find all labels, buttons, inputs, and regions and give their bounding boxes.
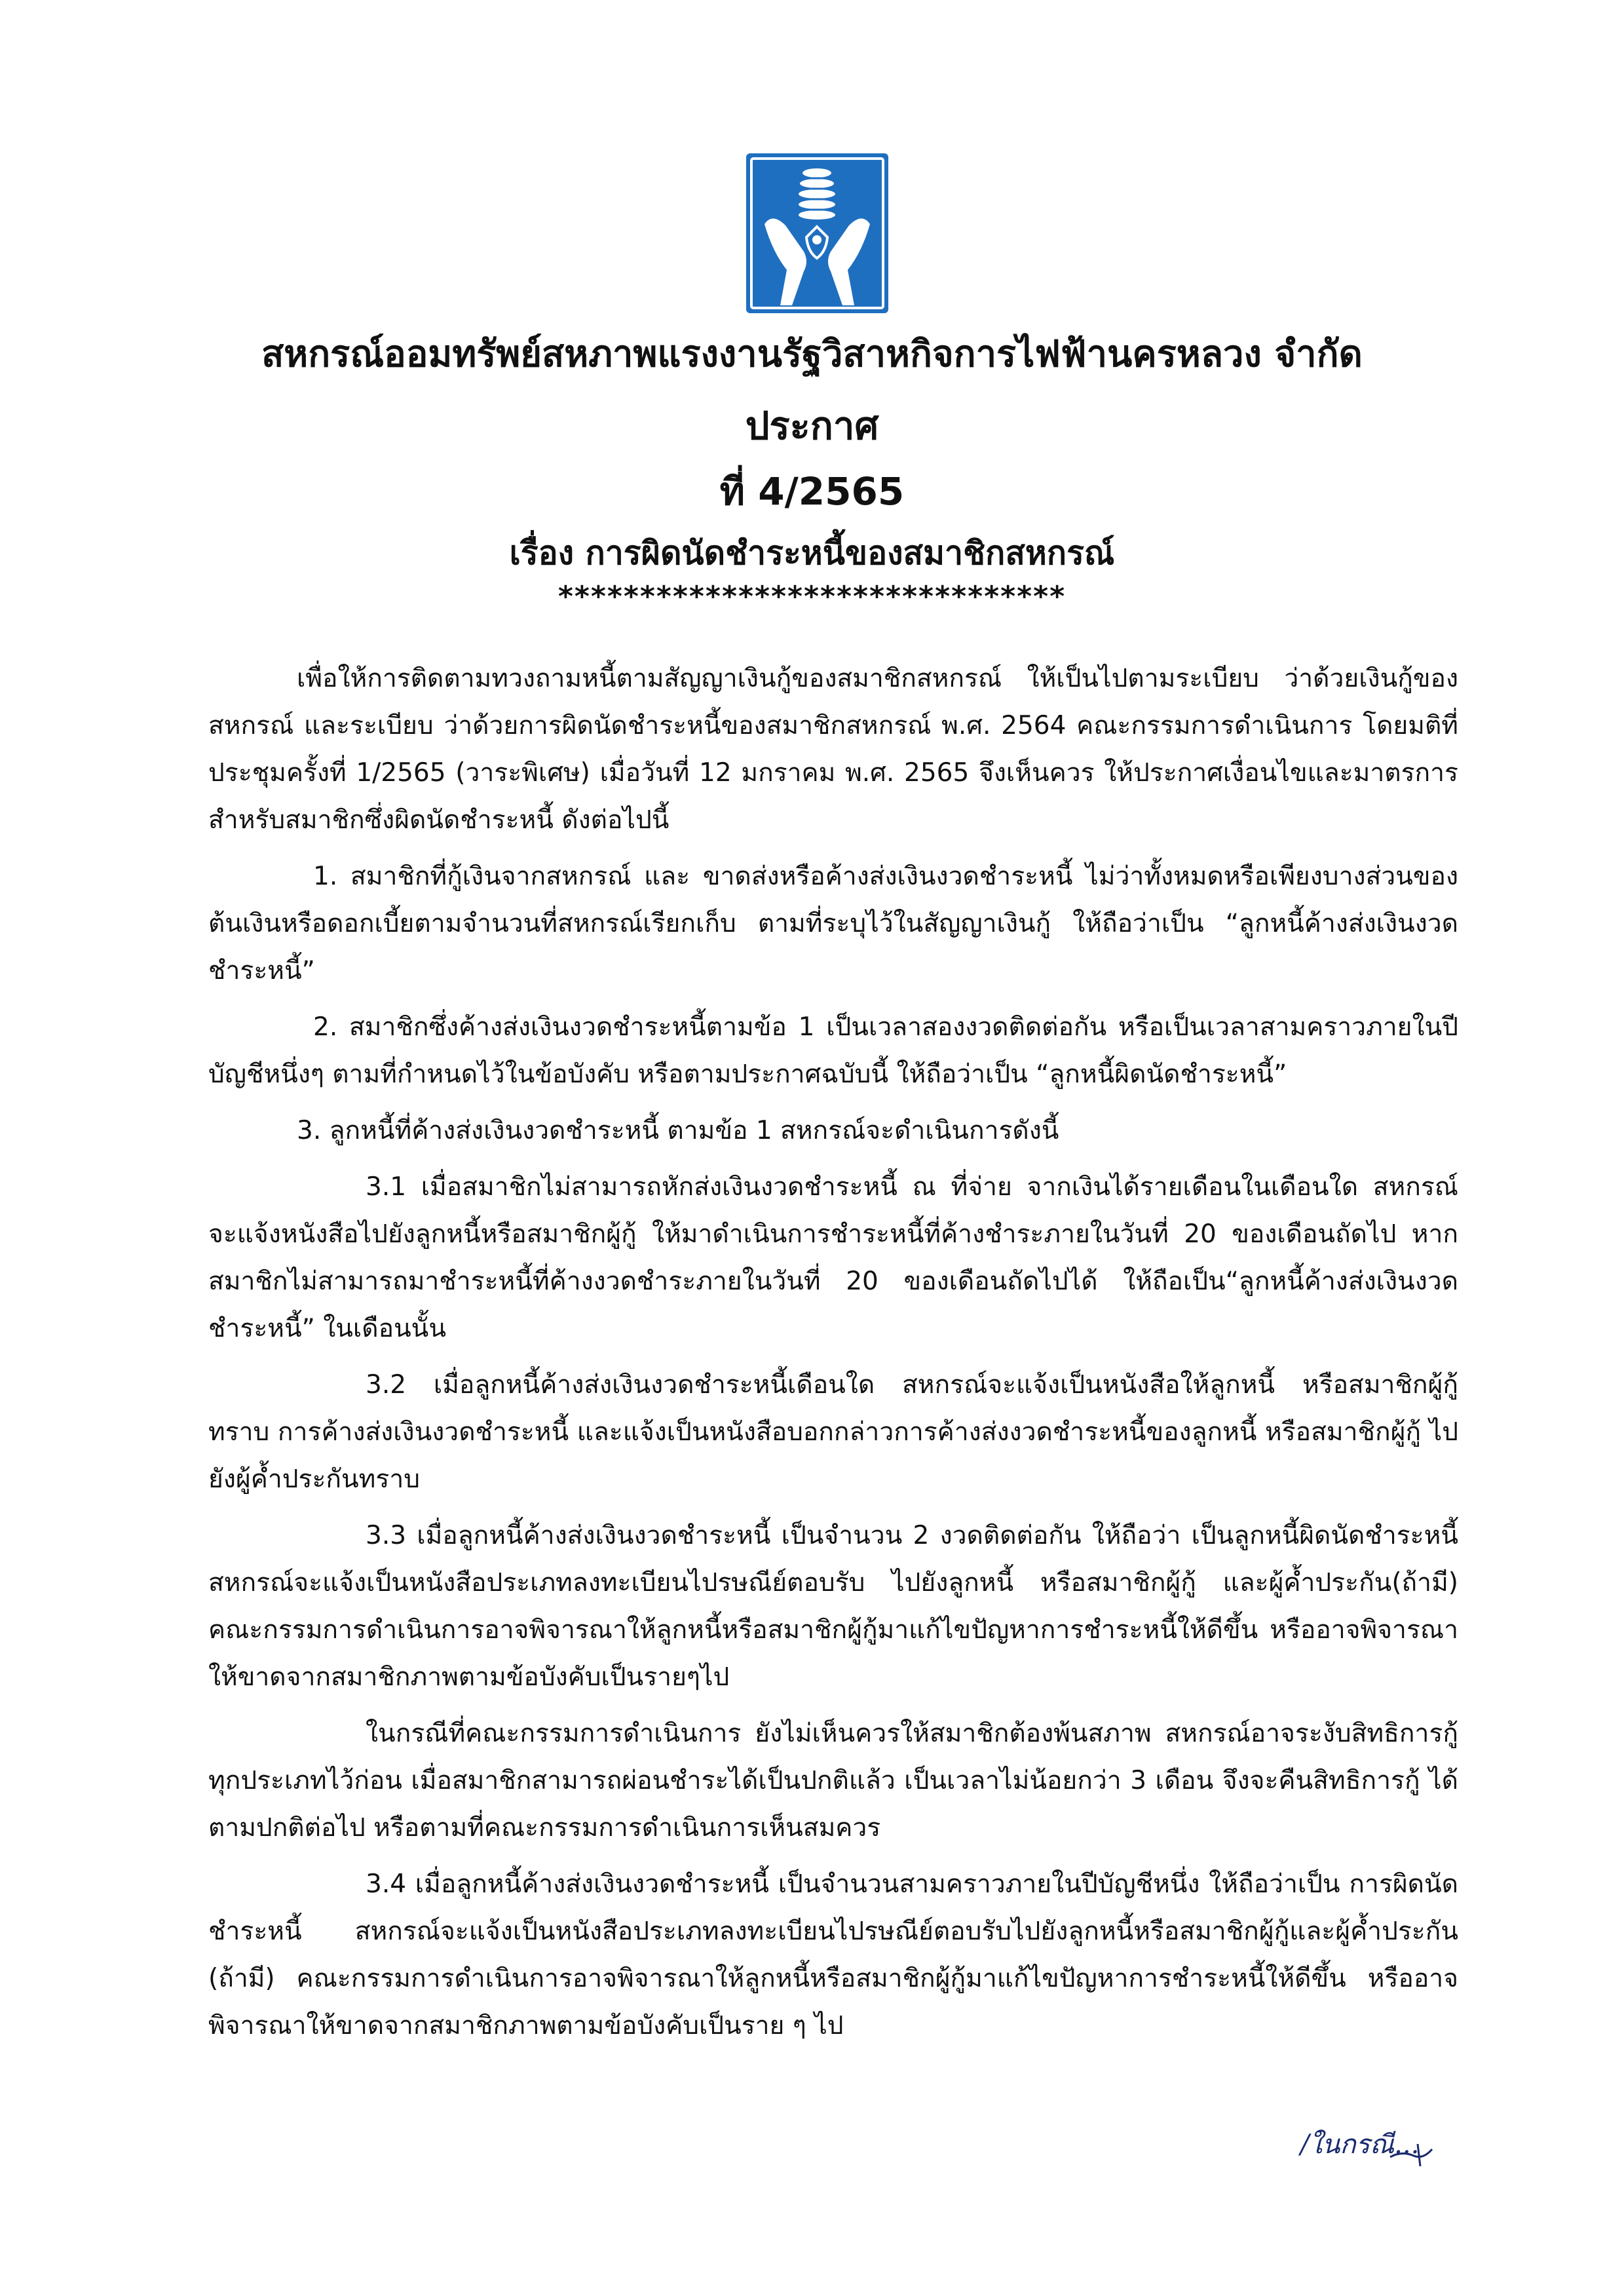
handwriting-flourish — [1389, 2137, 1435, 2170]
announcement-title: ประกาศ — [745, 404, 879, 448]
cooperative-logo — [746, 153, 888, 313]
item-3-1: 3.1 เมื่อสมาชิกไม่สามารถหักส่งเงินงวดชำระหนี้ ณ ที่จ่าย จากเงินได้รายเดือนในเดือนใด สหกรณ์จะแจ้งหนังสือไปยังลูกหนี้หรือสมาชิกผู้กู้ ให้มาดำเนินการชำระหนี้ที่ค้างชำระภายในวันที่ 20 ของเดือนถัดไป หากสมาชิกไม่สามารถมาชำระหนี้ที่ค้างงวดชำระภายในวันที่ 20 ของเดือนถัดไปได้ ให้ถือเป็น“ลูกหนี้ค้างส่งเงินงวดชำระหนี้” ในเดือนนั้น — [208, 1172, 1458, 1343]
continuation-note: /ในกรณี... — [1300, 2130, 1420, 2160]
item-3-3-note: ในกรณีที่คณะกรรมการดำเนินการ ยังไม่เห็นควรให้สมาชิกต้องพ้นสภาพ สหกรณ์อาจระงับสิทธิการกู้ ทุกประเภทไว้ก่อน เมื่อสมาชิกสามารถผ่อนชำระได้เป็นปกติแล้ว เป็นเวลาไม่น้อยกว่า 3 เดือน จึงจะคืนสิทธิการกู้ ได้ตามปกติต่อไป หรือตามที่คณะกรรมการดำเนินการเห็นสมควร — [208, 1719, 1458, 1843]
organization-name: สหกรณ์ออมทรัพย์สหภาพแรงงานรัฐวิสาหกิจการไฟฟ้านครหลวง จำกัด — [261, 333, 1363, 375]
announcement-number: ที่ 4/2565 — [719, 469, 905, 514]
cooperative-emblem-icon — [746, 153, 888, 313]
announcement-body — [208, 655, 1458, 2059]
divider: ******************************* — [557, 580, 1067, 613]
item-3-3: 3.3 เมื่อลูกหนี้ค้างส่งเงินงวดชำระหนี้ เป็นจำนวน 2 งวดติดต่อกัน ให้ถือว่า เป็นลูกหนี้ผิดนัดชำระหนี้ สหกรณ์จะแจ้งเป็นหนังสือประเภทลงทะเบียนไปรษณีย์ตอบรับ ไปยังลูกหนี้ หรือสมาชิกผู้กู้ และผู้ค้ำประกัน(ถ้ามี) คณะกรรมการดำเนินการอาจพิจารณาให้ลูกหนี้หรือสมาชิกผู้กู้มาแก้ไขปัญหาการชำระหนี้ให้ดีขึ้น หรืออาจพิจารณาให้ขาดจากสมาชิกภาพตามข้อบังคับเป็นรายๆไป — [208, 1521, 1458, 1692]
item-2: 2. สมาชิกซึ่งค้างส่งเงินงวดชำระหนี้ตามข้อ 1 เป็นเวลาสองงวดติดต่อกัน หรือเป็นเวลาสามคราวภายในปีบัญชีหนึ่งๆ ตามที่กำหนดไว้ในข้อบังคับ หรือตามประกาศฉบับนี้ ให้ถือว่าเป็น “ลูกหนี้ผิดนัดชำระหนี้” — [208, 1012, 1458, 1089]
item-1: 1. สมาชิกที่กู้เงินจากสหกรณ์ และ ขาดส่งหรือค้างส่งเงินงวดชำระหนี้ ไม่ว่าทั้งหมดหรือเพียงบางส่วนของต้นเงินหรือดอกเบี้ยตามจำนวนที่สหกรณ์เรียกเก็บ ตามที่ระบุไว้ในสัญญาเงินกู้ ให้ถือว่าเป็น “ลูกหนี้ค้างส่งเงินงวดชำระหนี้” — [208, 862, 1458, 985]
item-3: 3. ลูกหนี้ที่ค้างส่งเงินงวดชำระหนี้ ตามข้อ 1 สหกรณ์จะดำเนินการดังนี้ — [297, 1116, 1059, 1145]
item-3-2: 3.2 เมื่อลูกหนี้ค้างส่งเงินงวดชำระหนี้เดือนใด สหกรณ์จะแจ้งเป็นหนังสือให้ลูกหนี้ หรือสมาชิกผู้กู้ทราบ การค้างส่งเงินงวดชำระหนี้ และแจ้งเป็นหนังสือบอกกล่าวการค้างส่งงวดชำระหนี้ของลูกหนี้ หรือสมาชิกผู้กู้ ไปยังผู้ค้ำประกันทราบ — [208, 1370, 1458, 1494]
announcement-subject: เรื่อง การผิดนัดชำระหนี้ของสมาชิกสหกรณ์ — [509, 534, 1115, 572]
intro-paragraph: เพื่อให้การติดตามทวงถามหนี้ตามสัญญาเงินกู้ของสมาชิกสหกรณ์ ให้เป็นไปตามระเบียบ ว่าด้วยเงินกู้ของสหกรณ์ และระเบียบ ว่าด้วยการผิดนัดชำระหนี้ของสมาชิกสหกรณ์ พ.ศ. 2564 คณะกรรมการดำเนินการ โดยมติที่ประชุมครั้งที่ 1/2565 (วาระพิเศษ) เมื่อวันที่ 12 มกราคม พ.ศ. 2565 จึงเห็นควร ให้ประกาศเงื่อนไขและมาตรการสำหรับสมาชิกซึ่งผิดนัดชำระหนี้ ดังต่อไปนี้ — [208, 664, 1458, 835]
item-3-4: 3.4 เมื่อลูกหนี้ค้างส่งเงินงวดชำระหนี้ เป็นจำนวนสามคราวภายในปีบัญชีหนึ่ง ให้ถือว่าเป็น การผิดนัดชำระหนี้ สหกรณ์จะแจ้งเป็นหนังสือประเภทลงทะเบียนไปรษณีย์ตอบรับไปยังลูกหนี้หรือสมาชิกผู้กู้และผู้ค้ำประกัน (ถ้ามี) คณะกรรมการดำเนินการอาจพิจารณาให้ลูกหนี้หรือสมาชิกผู้กู้มาแก้ไขปัญหาการชำระหนี้ให้ดีขึ้น หรืออาจพิจารณาให้ขาดจากสมาชิกภาพตามข้อบังคับเป็นราย ๆ ไป — [208, 1869, 1458, 2040]
